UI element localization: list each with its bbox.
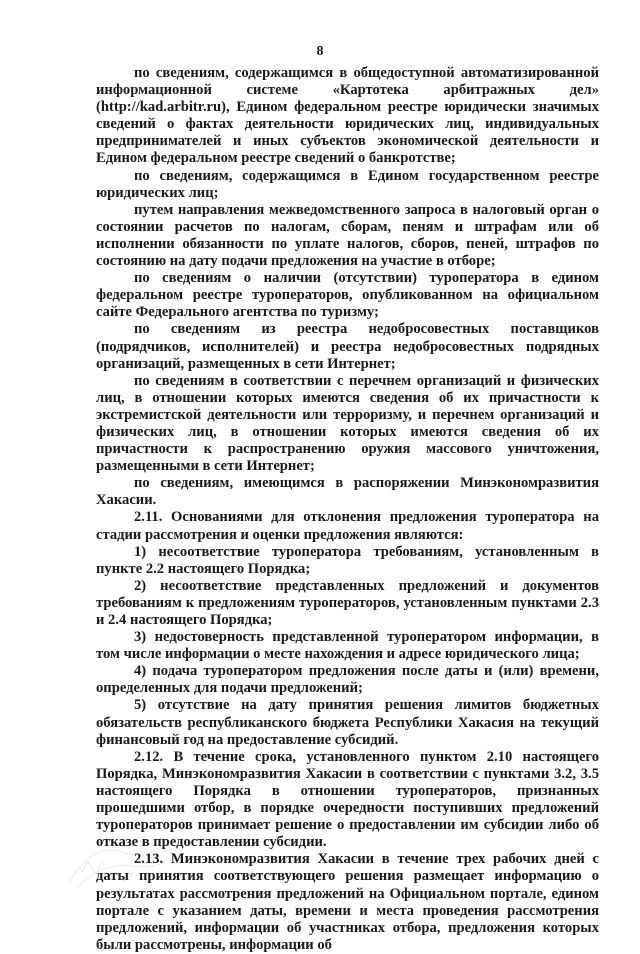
paragraph-ministry-records: по сведениям, имеющимся в распоряжении Минэкономразвития Хакасии.	[96, 475, 599, 509]
paragraph-2-13: 2.13. Минэкономразвития Хакасии в течение трех рабочих дней с даты принятия соответствующего решения размещает информацию о результатах рассмотрения предложений на Официальном портале, едином портале с указанием даты, времени и места проведения рассмотрения предложений, информации об участниках отбора, предложения которых были рассмотрены, информации об	[96, 851, 599, 953]
paragraph-unfair-suppliers-registry: по сведениям из реестра недобросовестных поставщиков (подрядчиков, исполнителей) и реестра недобросовестных подрядных организаций, размещенных в сети Интернет;	[96, 321, 599, 372]
document-body	[96, 65, 599, 954]
paragraph-2-11-item-3: 3) недостоверность представленной туроператором информации, в том числе информации о месте нахождения и адресе юридического лица;	[96, 629, 599, 663]
paragraph-arbitration-records: по сведениям, содержащимся в общедоступной автоматизированной информационной системе «Картотека арбитражных дел» (http://kad.arbitr.ru), Едином федеральном реестре юридически значимых сведений о фактах деятельности юридических лиц, индивидуальных предпринимателей и иных субъектов экономической деятельности и Едином федеральном реестре сведений о банкротстве;	[96, 65, 599, 167]
faded-stamp-mark	[62, 822, 172, 894]
paragraph-2-11-item-4: 4) подача туроператором предложения после даты и (или) времени, определенных для подачи предложений;	[96, 663, 599, 697]
paragraph-egrul-records: по сведениям, содержащимся в Едином государственном реестре юридических лиц;	[96, 167, 599, 201]
paragraph-extremism-list: по сведениям в соответствии с перечнем организаций и физических лиц, в отношении которых имеются сведения об их причастности к экстремистской деятельности или терроризму, и перечнем организаций и физических лиц, в отношении которых имеются сведения об их причастности к распространению оружия массового уничтожения, размещенными в сети Интернет;	[96, 372, 599, 475]
page-number: 8	[316, 44, 324, 59]
paragraph-2-11-item-1: 1) несоответствие туроператора требованиям, установленным в пункте 2.2 настоящего Порядка;	[96, 543, 599, 577]
paragraph-tax-request: путем направления межведомственного запроса в налоговый орган о состоянии расчетов по налогам, сборам, пеням и штрафам или об исполнении обязанности по уплате налогов, сборов, пеней, штрафов по состоянию на дату подачи предложения на участие в отборе;	[96, 201, 599, 270]
paragraph-2-11-item-2: 2) несоответствие представленных предложений и документов требованиям к предложениям туроператоров, установленным пунктами 2.3 и 2.4 настоящего Порядка;	[96, 577, 599, 628]
paragraph-2-11-item-5: 5) отсутствие на дату принятия решения лимитов бюджетных обязательств республиканского бюджета Республики Хакасия на текущий финансовый год на предоставление субсидий.	[96, 697, 599, 748]
paragraph-tour-operator-registry: по сведениям о наличии (отсутствии) туроператора в едином федеральном реестре туроператоров, опубликованном на официальном сайте Федерального агентства по туризму;	[96, 270, 599, 321]
paragraph-2-11-heading: 2.11. Основаниями для отклонения предложения туроператора на стадии рассмотрения и оценки предложения являются:	[96, 509, 599, 543]
paragraph-2-12: 2.12. В течение срока, установленного пунктом 2.10 настоящего Порядка, Минэкономразвития Хакасии в соответствии с пунктами 3.2, 3.5 настоящего Порядка в отношении туроператоров, признанных прошедшими отбор, в порядке очередности поступивших предложений туроператоров принимает решение о предоставлении им субсидии либо об отказе в предоставлении субсидии.	[96, 748, 599, 851]
